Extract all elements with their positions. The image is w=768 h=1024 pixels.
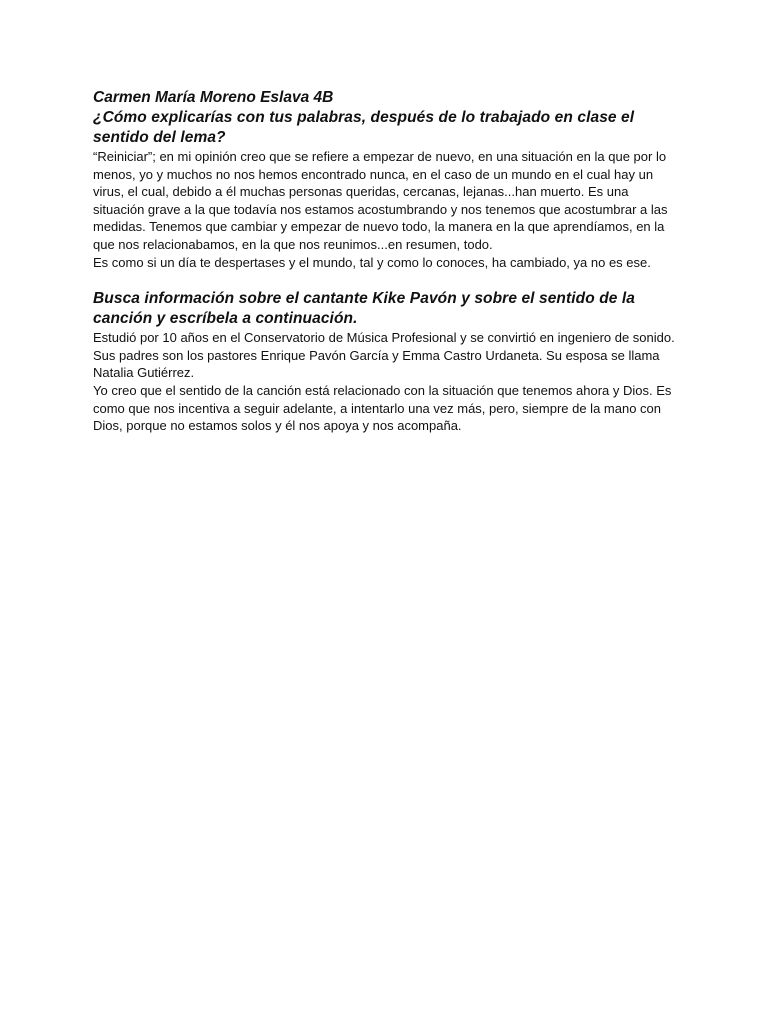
section-spacer (93, 271, 681, 289)
answer-1-paragraph-2: Es como si un día te despertases y el mundo, tal y como lo conoces, ha cambiado, ya no es ese. (93, 254, 651, 270)
answer-2-paragraph-2: Yo creo que el sentido de la canción está relacionado con la situación que tenemos ahora y Dios. Es como que nos incentiva a seguir adelante, a intentarlo una vez más, pero, siempre de la mano con Dios, porque no estamos solos y él nos apoya y nos acompaña. (93, 382, 672, 434)
question-2: Busca información sobre el cantante Kike Pavón y sobre el sentido de la canción y escríbela a continuación. (93, 290, 636, 328)
author-line: Carmen María Moreno Eslava 4B (93, 89, 334, 106)
document-page (93, 88, 681, 435)
question-1: ¿Cómo explicarías con tus palabras, después de lo trabajado en clase el sentido del lema? (93, 109, 635, 146)
answer-2-paragraph-1: Estudió por 10 años en el Conservatorio de Música Profesional y se convirtió en ingeniero de sonido. Sus padres son los pastores Enrique Pavón García y Emma Castro Urdaneta. Su esposa se llama Natalia Gutiérrez. (93, 330, 675, 381)
answer-1-paragraph-1: “Reiniciar”; en mi opinión creo que se refiere a empezar de nuevo, en una situación en la que por lo menos, yo y muchos no nos hemos encontrado nunca, en el caso de un mundo en el cual hay un virus, el cual, debido a él muchas personas queridas, cercanas, lejanas...han muerto. Es una situación grave a la que todavía nos estamos acostumbrando y nos tenemos que acostumbrar a las medidas. Tenemos que cambiar y empezar de nuevo todo, la manera en la que aprendíamos, en la que nos relacionabamos, en la que nos reunimos...en resumen, todo. (93, 149, 668, 252)
